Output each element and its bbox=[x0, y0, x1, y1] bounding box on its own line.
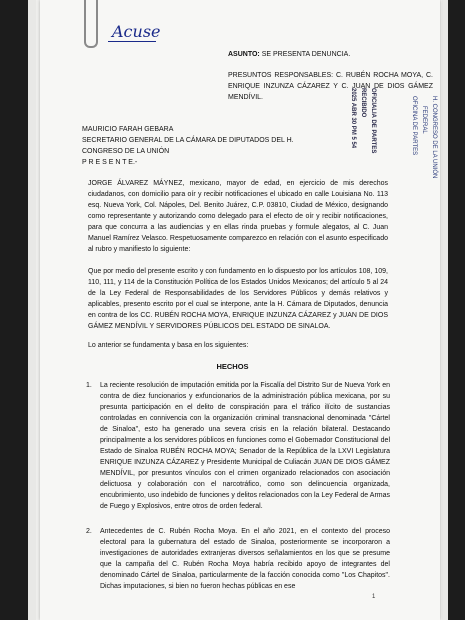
hechos-heading: HECHOS bbox=[216, 362, 249, 371]
stamp-line-2: RECIBIDO bbox=[360, 88, 366, 118]
addressee-name: MAURICIO FARAH GEBARA bbox=[82, 126, 174, 133]
page-number: 1 bbox=[372, 594, 376, 600]
hecho-item-1 bbox=[86, 380, 390, 512]
hecho-item-2 bbox=[86, 526, 390, 592]
asunto-line bbox=[228, 51, 350, 58]
fundamento-paragraph: Lo anterior se fundamenta y basa en los siguientes: bbox=[88, 342, 249, 349]
handwritten-note: Acuse bbox=[112, 22, 161, 41]
hecho-number: 1. bbox=[86, 382, 92, 389]
presuntos-responsables: PRESUNTOS RESPONSABLES: C. RUBÉN ROCHA MOYA, C. ENRIQUE INZUNZA CÁZAREZ Y C. JUAN DE DIOS GÁMEZ MENDÍVIL. bbox=[228, 72, 433, 101]
stamp-line-3: 2025 ABR 30 PM 5 54 bbox=[350, 88, 356, 149]
addressee-block bbox=[82, 124, 312, 168]
hecho-text: Antecedentes de C. Rubén Rocha Moya. En el año 2021, en el contexto del proceso electoral para la gubernatura del estado de Sinaloa, posteriormente se incorporaron a investigaciones de autoridades extranjeras diversos señalamientos en los que se presume que la campaña del C. Rubén Rocha Moya habría recibido apoyo de integrantes del denominado Cártel de Sinaloa, particularmente de la facción conocida como "Los Chapitos". Dichas imputaciones, si bien no fueron hechas públicas en ese bbox=[100, 528, 390, 590]
body-paragraph: Que por medio del presente escrito y con fundamento en lo dispuesto por los artículos 108, 109, 110, 111, y 114 de la Constitución Política de los Estados Unidos Mexicanos; del artículo 5 al 24 de la Ley Federal de Responsabilidades de los Servidores Públicos y demás relativos y aplicables, presento escrito por el cual se interpone, ante la H. Cámara de Diputados, denuncia en contra de los CC. RUBÉN ROCHA MOYA, ENRIQUE INZUNZA CÁZAREZ y JUAN DE DIOS GÁMEZ MENDÍVIL Y SERVIDORES PÚBLICOS DEL ESTADO DE SINALOA. bbox=[88, 268, 388, 330]
stamp-line-1: OFICIALIA DE PARTES bbox=[370, 88, 376, 154]
stamp2-line-2: FEDERAL bbox=[421, 106, 427, 134]
hecho-text: La reciente resolución de imputación emitida por la Fiscalía del Distrito Sur de Nueva York en contra de diez funcionarios y exfuncionarios de la administración pública mexicana, por su presunta participación en el delito de conspiración para el tráfico ilícito de sustancias controladas en connivencia con la organización criminal transnacional denominada "Cártel de Sinaloa", esto ha generado una severa crisis en la relación bilateral. Destacando principalmente a los servidores públicos en funciones como el Gobernador Constitucional del Estado de Sinaloa RUBÉN ROCHA MOYA; Senador de la República de la LXVI Legislatura ENRIQUE INZUNZA CÁZAREZ y Presidente Municipal de Culiacán JUAN DE DIOS GÁMEZ MENDÍVIL, por presuntos vínculos con el crimen organizado relacionados con asociación delictuosa y colaboración con el narcotráfico, como son delincuencia organizada, encubrimiento, uso indebido de funciones y delitos relacionados con la Ley Federal de Armas de Fuego y Explosivos, entre otros de orden federal. bbox=[100, 382, 390, 510]
addressee-presente: P R E S E N T E.- bbox=[82, 159, 138, 166]
intro-paragraph: JORGE ÁLVAREZ MÁYNEZ, mexicano, mayor de edad, en ejercicio de mis derechos ciudadanos, con domicilio para oír y recibir notificaciones el ubicado en calle Louisiana No. 113 esq. Nueva York, Col. Nápoles, Del. Benito Juárez, C.P. 03810, Ciudad de México, designando como representante y autorizando como delegado para el efecto de oír y recibir notificaciones, para que concurra a las audiencias y en ellas rinda pruebas y formule alegatos, al C. Juan Manuel Ramírez Velasco. Respetuosamente comparezco en relación con el asunto especificado al rubro y manifiesto lo siguiente: bbox=[88, 180, 388, 253]
handwritten-underline bbox=[108, 41, 156, 42]
asunto-label: ASUNTO: bbox=[228, 51, 260, 58]
asunto-text: SE PRESENTA DENUNCIA. bbox=[261, 51, 351, 58]
stamp2-line-3: OFICINA DE PARTES bbox=[411, 96, 417, 156]
congress-stamp bbox=[405, 96, 439, 179]
hecho-number: 2. bbox=[86, 528, 92, 535]
paper-clip bbox=[84, 0, 98, 48]
reception-stamp bbox=[342, 88, 382, 168]
addressee-title: SECRETARIO GENERAL DE LA CÁMARA DE DIPUTADOS DEL H. CONGRESO DE LA UNIÓN bbox=[82, 137, 294, 155]
stamp2-line-1: H. CONGRESO DE LA UNIÓN bbox=[431, 96, 437, 179]
